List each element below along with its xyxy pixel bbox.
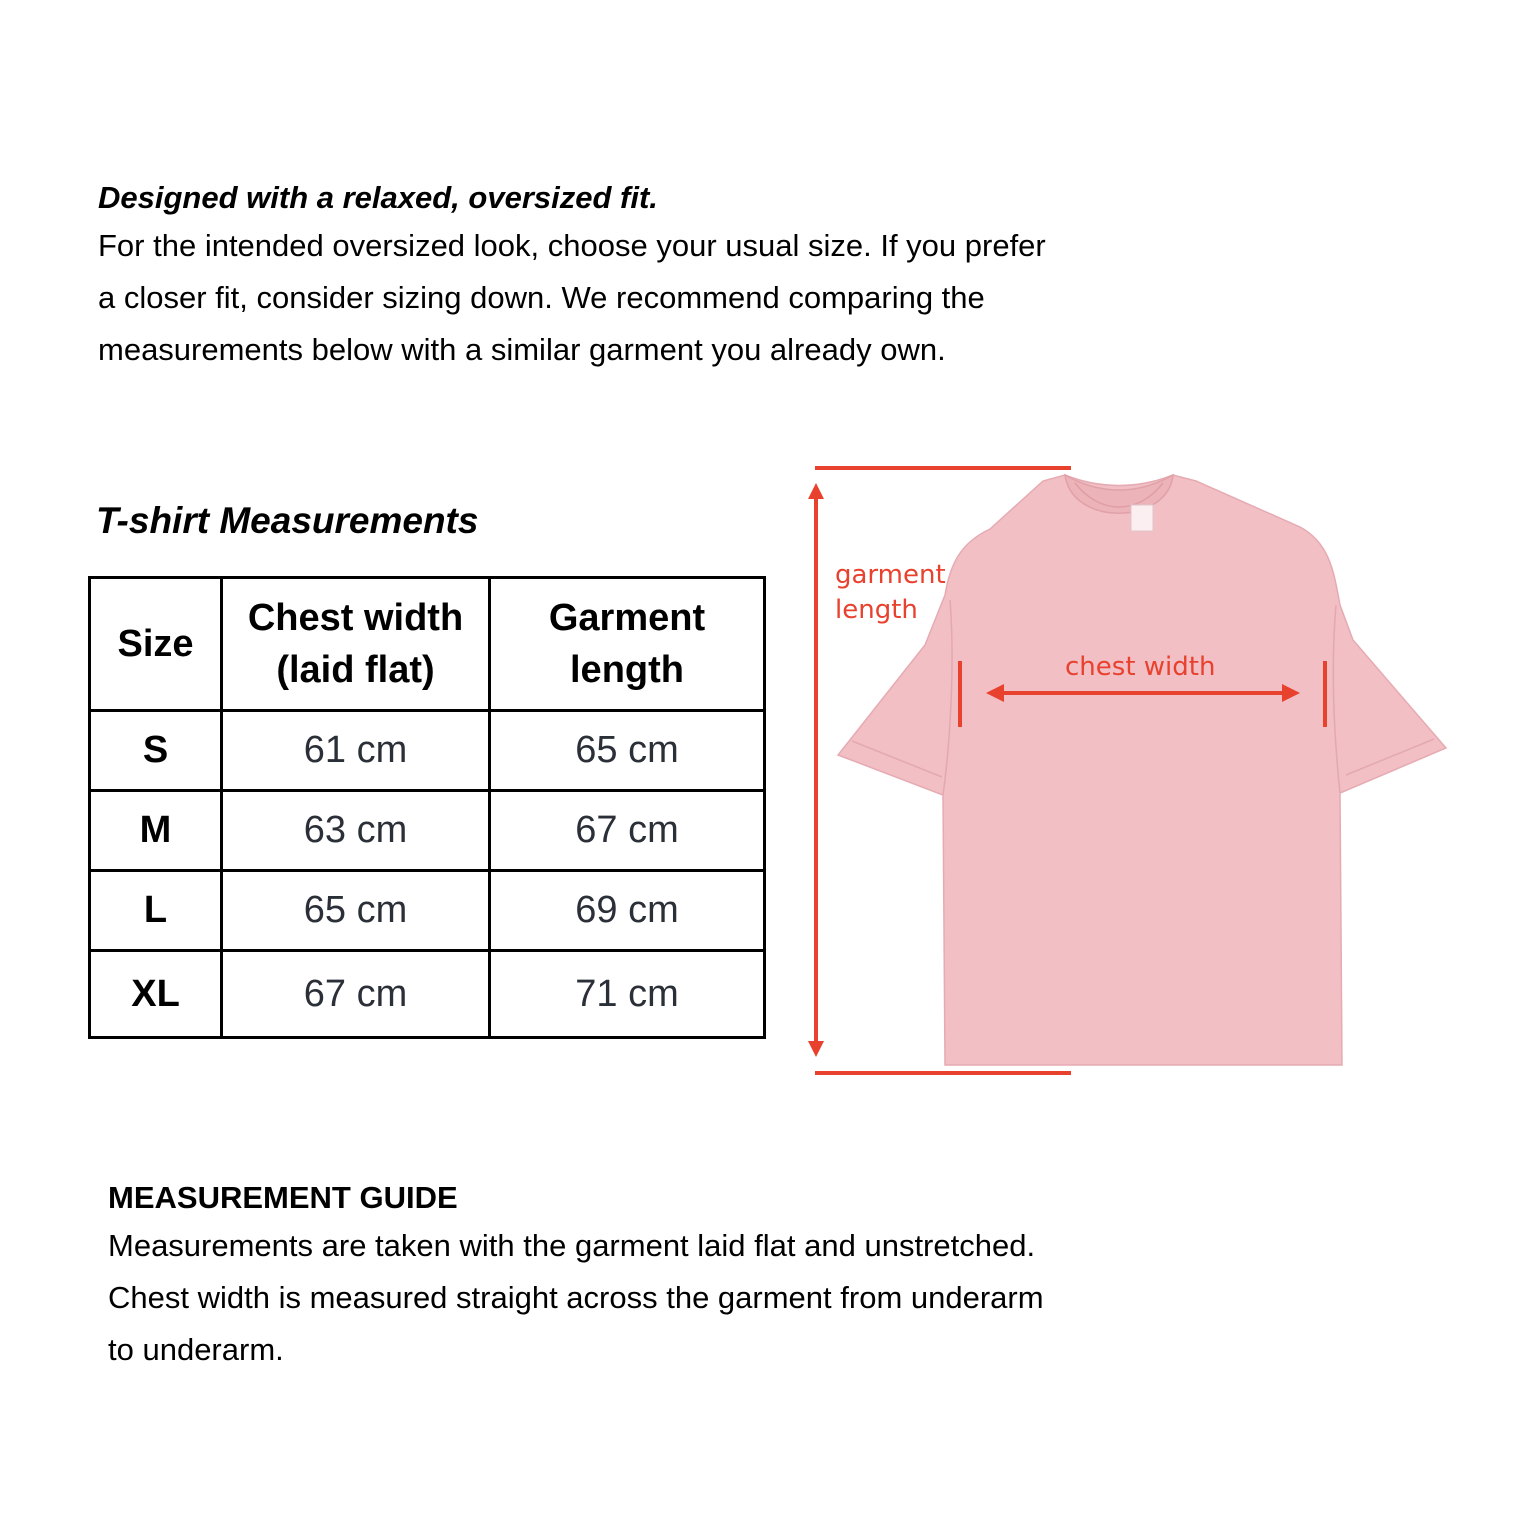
header-size — [90, 578, 222, 711]
table-row — [90, 871, 765, 951]
guide-heading: MEASUREMENT GUIDE — [108, 1180, 458, 1215]
header-length-line1: Garment — [548, 597, 706, 639]
cell-chest: 67 cm — [222, 951, 490, 1038]
garment-length-label-line1: garment — [835, 560, 946, 590]
header-chest-line1: Chest width — [247, 597, 464, 639]
intro-heading: Designed with a relaxed, oversized fit. — [98, 180, 658, 215]
header-length-line2: length — [570, 649, 684, 691]
size-table — [88, 576, 766, 1039]
arrow-up-icon — [808, 483, 824, 499]
cell-length: 69 cm — [490, 871, 765, 951]
arrow-down-icon — [808, 1041, 824, 1057]
cell-length: 65 cm — [490, 711, 765, 791]
cell-length: 71 cm — [490, 951, 765, 1038]
cell-chest: 65 cm — [222, 871, 490, 951]
cell-size: L — [90, 871, 222, 951]
neck-tag — [1131, 505, 1153, 531]
cell-size: XL — [90, 951, 222, 1038]
intro-text-line: For the intended oversized look, choose your usual size. If you prefer — [98, 228, 1046, 263]
header-garment-length — [490, 578, 765, 711]
guide-text-line: Measurements are taken with the garment laid flat and unstretched. — [108, 1228, 1036, 1263]
garment-length-label — [835, 558, 946, 628]
tshirt-diagram-svg — [800, 455, 1480, 1095]
intro-text-line: a closer fit, consider sizing down. We recommend comparing the — [98, 280, 985, 315]
cell-size: S — [90, 711, 222, 791]
guide-text-line: to underarm. — [108, 1332, 284, 1367]
cell-size: M — [90, 791, 222, 871]
cell-chest: 61 cm — [222, 711, 490, 791]
table-row — [90, 711, 765, 791]
header-chest-width — [222, 578, 490, 711]
cell-length: 67 cm — [490, 791, 765, 871]
intro-section — [98, 176, 1198, 376]
header-chest-line2: (laid flat) — [276, 649, 435, 691]
table-title: T-shirt Measurements — [96, 500, 479, 541]
tshirt-diagram — [800, 455, 1480, 1095]
garment-length-label-line2: length — [835, 595, 918, 625]
table-row — [90, 951, 765, 1038]
header-size-label: Size — [117, 623, 194, 665]
measurement-guide — [108, 1176, 1208, 1376]
chest-width-label: chest width — [1065, 652, 1216, 682]
intro-text-line: measurements below with a similar garment you already own. — [98, 332, 946, 367]
table-row — [90, 791, 765, 871]
guide-text-line: Chest width is measured straight across the garment from underarm — [108, 1280, 1044, 1315]
table-header-row — [90, 578, 765, 711]
cell-chest: 63 cm — [222, 791, 490, 871]
